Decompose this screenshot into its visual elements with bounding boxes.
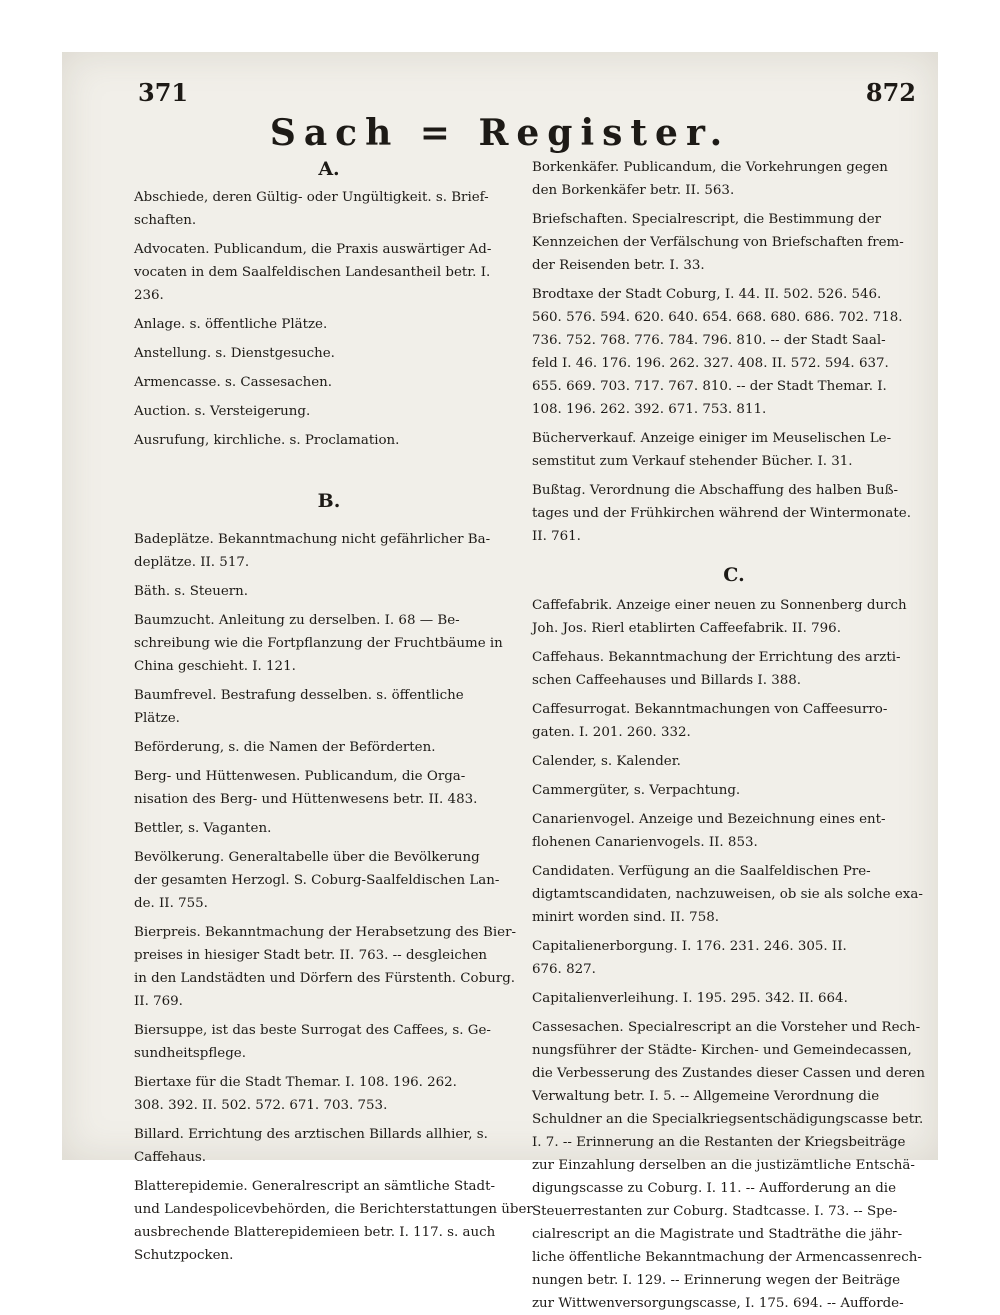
entry-headword-line: Baumzucht. Anleitung zu derselben. I. 68 — Be- [134, 613, 460, 628]
index-entry [532, 808, 936, 854]
entry-headword-line: Canarienvogel. Anzeige und Bezeichnung eines ent- [532, 812, 886, 827]
entry-headword-line: Bücherverkauf. Anzeige einiger im Meuselischen Le- [532, 431, 892, 446]
entry-continuation-line: digungscasse zu Coburg. I. 11. -- Aufforderung an die [532, 1181, 896, 1196]
entry-headword-line: Borkenkäfer. Publicandum, die Vorkehrungen gegen [532, 160, 888, 175]
section-letter-c: C. [723, 564, 745, 586]
left-column [134, 156, 533, 1263]
entry-continuation-line: semstitut zum Verkauf stehender Bücher. I. 31. [532, 454, 853, 469]
entry-headword-line: Advocaten. Publicandum, die Praxis auswärtiger Ad- [134, 242, 492, 257]
entry-continuation-line: Schutzpocken. [134, 1248, 234, 1263]
index-entry [134, 313, 524, 336]
right-column [532, 156, 936, 1311]
entry-continuation-line: Schuldner an die Specialkriegsentschädigungscasse betr. [532, 1112, 924, 1127]
index-entry [532, 594, 936, 640]
section-a-entries [134, 186, 524, 452]
page-title: Sach = Register. [269, 112, 731, 154]
entry-headword-line: Baumfrevel. Bestrafung desselben. s. öffentliche [134, 688, 464, 703]
index-entry [532, 156, 936, 202]
entry-headword-line: Capitalienverleihung. I. 195. 295. 342. II. 664. [532, 991, 848, 1006]
index-entry [134, 371, 524, 394]
index-entry [532, 283, 936, 421]
entry-continuation-line: gaten. I. 201. 260. 332. [532, 725, 691, 740]
entry-continuation-line: cialrescript an die Magistrate und Stadträthe die jähr- [532, 1227, 903, 1242]
entry-headword-line: Armencasse. s. Cassesachen. [134, 375, 333, 390]
entry-headword-line: Berg- und Hüttenwesen. Publicandum, die Orga- [134, 769, 466, 784]
entry-headword-line: Cassesachen. Specialrescript an die Vorsteher und Rech- [532, 1020, 921, 1035]
entry-continuation-line: China geschieht. I. 121. [134, 659, 296, 674]
entry-continuation-line: in den Landstädten und Dörfern des Fürstenth. Coburg. [134, 971, 516, 986]
entry-continuation-line: 236. [134, 288, 164, 303]
section-c-entries [532, 594, 936, 1315]
scanned-page [62, 52, 938, 1311]
index-entry [134, 1123, 524, 1169]
entry-headword-line: Biersuppe, ist das beste Surrogat des Caffees, s. Ge- [134, 1023, 491, 1038]
index-entry [134, 1175, 533, 1267]
entry-continuation-line: ausbrechende Blatterepidemieen betr. I. 117. s. auch [134, 1225, 496, 1240]
index-entry [134, 238, 524, 307]
entry-continuation-line: zur Wittwenversorgungscasse, I. 175. 694. -- Aufforde- [532, 1296, 904, 1311]
index-entry [532, 646, 936, 692]
entry-continuation-line: 308. 392. II. 502. 572. 671. 703. 753. [134, 1098, 388, 1113]
page-number-right: 872 [865, 78, 916, 107]
index-entry [134, 765, 524, 811]
entry-continuation-line: sundheitspflege. [134, 1046, 246, 1061]
entry-headword-line: Biertaxe für die Stadt Themar. I. 108. 196. 262. [134, 1075, 457, 1090]
index-entry [532, 698, 936, 744]
entry-continuation-line: II. 769. [134, 994, 183, 1009]
index-entry [532, 860, 936, 929]
section-letter-a: A. [318, 158, 340, 180]
entry-headword-line: Caffehaus. Bekanntmachung der Errichtung des arzti- [532, 650, 901, 665]
entry-headword-line: Caffefabrik. Anzeige einer neuen zu Sonnenberg durch [532, 598, 907, 613]
index-entry [134, 846, 524, 915]
entry-headword-line: Candidaten. Verfügung an die Saalfeldischen Pre- [532, 864, 871, 879]
entry-headword-line: Anstellung. s. Dienstgesuche. [134, 346, 335, 361]
entry-headword-line: Bußtag. Verordnung die Abschaffung des halben Buß- [532, 483, 899, 498]
entry-continuation-line: II. 761. [532, 529, 581, 544]
entry-continuation-line: tages und der Frühkirchen während der Wintermonate. [532, 506, 911, 521]
entry-continuation-line: flohenen Canarienvogels. II. 853. [532, 835, 758, 850]
entry-continuation-line: 736. 752. 768. 776. 784. 796. 810. -- der Stadt Saal- [532, 333, 886, 348]
entry-continuation-line: Steuerrestanten zur Coburg. Stadtcasse. I. 73. -- Spe- [532, 1204, 898, 1219]
section-b-entries [134, 528, 533, 1267]
index-entry [134, 400, 524, 423]
entry-continuation-line: digtamtscandidaten, nachzuweisen, ob sie als solche exa- [532, 887, 923, 902]
entry-headword-line: Beförderung, s. die Namen der Beförderten. [134, 740, 436, 755]
entry-continuation-line: nungen betr. I. 129. -- Erinnerung wegen der Beiträge [532, 1273, 901, 1288]
index-entry [532, 935, 936, 981]
entry-continuation-line: deplätze. II. 517. [134, 555, 250, 570]
entry-continuation-line: schaften. [134, 213, 197, 228]
entry-continuation-line: der Reisenden betr. I. 33. [532, 258, 705, 273]
index-entry [134, 1019, 524, 1065]
entry-continuation-line: Plätze. [134, 711, 180, 726]
entry-headword-line: Cammergüter, s. Verpachtung. [532, 783, 741, 798]
index-entry [532, 779, 936, 802]
index-entry [134, 186, 524, 232]
entry-continuation-line: 676. 827. [532, 962, 596, 977]
entry-headword-line: Bäth. s. Steuern. [134, 584, 249, 599]
entry-headword-line: Badeplätze. Bekanntmachung nicht gefährlicher Ba- [134, 532, 491, 547]
entry-continuation-line: I. 7. -- Erinnerung an die Restanten der Kriegsbeiträge [532, 1135, 906, 1150]
entry-headword-line: Ausrufung, kirchliche. s. Proclamation. [134, 433, 400, 448]
page-number-left: 371 [138, 78, 189, 107]
index-entry [134, 528, 524, 574]
entry-continuation-line: preises in hiesiger Stadt betr. II. 763. -- desgleichen [134, 948, 488, 963]
entry-continuation-line: die Verbesserung des Zustandes dieser Cassen und deren [532, 1066, 926, 1081]
entry-continuation-line: minirt worden sind. II. 758. [532, 910, 719, 925]
entry-headword-line: Caffesurrogat. Bekanntmachungen von Caffeesurro- [532, 702, 888, 717]
entry-headword-line: Abschiede, deren Gültig- oder Ungültigkeit. s. Brief- [134, 190, 489, 205]
entry-headword-line: Billard. Errichtung des arztischen Billards allhier, s. [134, 1127, 488, 1142]
entry-headword-line: Auction. s. Versteigerung. [134, 404, 311, 419]
entry-continuation-line: der gesamten Herzogl. S. Coburg-Saalfeldischen Lan- [134, 873, 500, 888]
entry-headword-line: Brodtaxe der Stadt Coburg, I. 44. II. 502. 526. 546. [532, 287, 882, 302]
entry-headword-line: Bierpreis. Bekanntmachung der Herabsetzung des Bier- [134, 925, 517, 940]
entry-continuation-line: vocaten in dem Saalfeldischen Landesantheil betr. I. [134, 265, 491, 280]
entry-headword-line: Calender, s. Kalender. [532, 754, 681, 769]
index-entry [532, 208, 936, 277]
index-entry [134, 580, 524, 603]
entry-continuation-line: 108. 196. 262. 392. 671. 753. 811. [532, 402, 767, 417]
entry-continuation-line: den Borkenkäfer betr. II. 563. [532, 183, 735, 198]
index-entry [134, 429, 524, 452]
index-entry [532, 1016, 936, 1315]
entry-continuation-line: schreibung wie die Fortpflanzung der Fruchtbäume in [134, 636, 503, 651]
entry-continuation-line: nisation des Berg- und Hüttenwesens betr. II. 483. [134, 792, 478, 807]
index-entry [134, 609, 524, 678]
section-letter-b: B. [317, 490, 341, 512]
index-entry [134, 817, 524, 840]
index-entry [532, 750, 936, 773]
entry-headword-line: Capitalienerborgung. I. 176. 231. 246. 305. II. [532, 939, 847, 954]
index-entry [134, 921, 524, 1013]
entry-headword-line: Blatterepidemie. Generalrescript an sämtliche Stadt- [134, 1179, 495, 1194]
entry-continuation-line: liche öffentliche Bekanntmachung der Armencassenrech- [532, 1250, 922, 1265]
entry-continuation-line: schen Caffeehauses und Billards I. 388. [532, 673, 802, 688]
section-b-continued-entries [532, 156, 936, 548]
index-entry [532, 479, 936, 548]
index-entry [134, 1071, 524, 1117]
entry-headword-line: Bevölkerung. Generaltabelle über die Bevölkerung [134, 850, 480, 865]
entry-continuation-line: Joh. Jos. Rierl etablirten Caffeefabrik. II. 796. [532, 621, 841, 636]
index-entry [532, 427, 936, 473]
entry-continuation-line: 560. 576. 594. 620. 640. 654. 668. 680. 686. 702. 718. [532, 310, 903, 325]
entry-continuation-line: Kennzeichen der Verfälschung von Briefschaften frem- [532, 235, 904, 250]
index-entry [532, 987, 936, 1010]
index-entry [134, 736, 524, 759]
entry-headword-line: Anlage. s. öffentliche Plätze. [134, 317, 328, 332]
entry-continuation-line: feld I. 46. 176. 196. 262. 327. 408. II. 572. 594. 637. [532, 356, 889, 371]
entry-continuation-line: Caffehaus. [134, 1150, 207, 1165]
index-entry [134, 342, 524, 365]
entry-continuation-line: 655. 669. 703. 717. 767. 810. -- der Stadt Themar. I. [532, 379, 887, 394]
entry-continuation-line: zur Einzahlung derselben an die justizämtliche Entschä- [532, 1158, 915, 1173]
entry-continuation-line: de. II. 755. [134, 896, 208, 911]
index-entry [134, 684, 524, 730]
entry-headword-line: Briefschaften. Specialrescript, die Bestimmung der [532, 212, 882, 227]
entry-headword-line: Bettler, s. Vaganten. [134, 821, 272, 836]
entry-continuation-line: und Landespolicevbehörden, die Berichterstattungen über [134, 1202, 533, 1217]
entry-continuation-line: Verwaltung betr. I. 5. -- Allgemeine Verordnung die [532, 1089, 880, 1104]
entry-continuation-line: nungsführer der Städte- Kirchen- und Gemeindecassen, [532, 1043, 912, 1058]
